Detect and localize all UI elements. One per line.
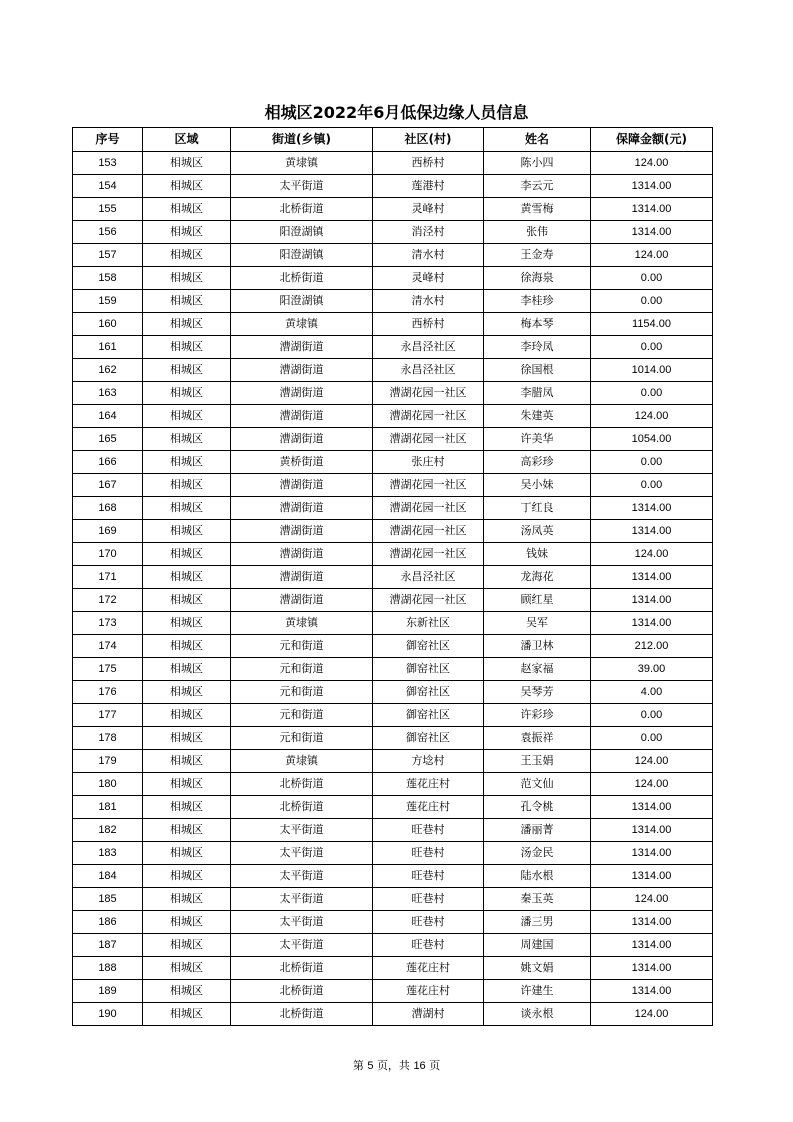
cell-street: 漕湖街道 (231, 428, 373, 451)
table-row (73, 957, 713, 980)
cell-name: 吴琴芳 (484, 681, 591, 704)
cell-street: 漕湖街道 (231, 566, 373, 589)
cell-index: 174 (73, 635, 143, 658)
table-row (73, 451, 713, 474)
cell-district: 相城区 (143, 681, 231, 704)
cell-district: 相城区 (143, 727, 231, 750)
cell-community: 莲花庄村 (373, 957, 484, 980)
cell-name: 秦玉英 (484, 888, 591, 911)
cell-district: 相城区 (143, 244, 231, 267)
cell-name: 汤金民 (484, 842, 591, 865)
cell-index: 156 (73, 221, 143, 244)
cell-name: 王金寿 (484, 244, 591, 267)
cell-index: 165 (73, 428, 143, 451)
cell-community: 漕湖花园一社区 (373, 405, 484, 428)
cell-community: 永昌泾社区 (373, 359, 484, 382)
header-street: 街道(乡镇) (231, 128, 373, 152)
cell-amount: 124.00 (591, 152, 713, 175)
table-row (73, 819, 713, 842)
table-row (73, 474, 713, 497)
cell-index: 166 (73, 451, 143, 474)
cell-name: 范文仙 (484, 773, 591, 796)
cell-district: 相城区 (143, 773, 231, 796)
cell-amount: 0.00 (591, 451, 713, 474)
cell-community: 漕湖花园一社区 (373, 497, 484, 520)
cell-district: 相城区 (143, 957, 231, 980)
cell-community: 灵峰村 (373, 267, 484, 290)
cell-amount: 0.00 (591, 267, 713, 290)
cell-street: 漕湖街道 (231, 589, 373, 612)
cell-amount: 212.00 (591, 635, 713, 658)
cell-district: 相城区 (143, 1003, 231, 1026)
cell-amount: 1314.00 (591, 589, 713, 612)
cell-index: 185 (73, 888, 143, 911)
footer-middle: 页，共 (376, 1059, 410, 1072)
cell-index: 155 (73, 198, 143, 221)
cell-name: 顾红星 (484, 589, 591, 612)
cell-street: 漕湖街道 (231, 405, 373, 428)
table-row (73, 727, 713, 750)
footer-total-pages: 16 (413, 1060, 426, 1072)
table-row (73, 313, 713, 336)
cell-street: 元和街道 (231, 658, 373, 681)
cell-district: 相城区 (143, 382, 231, 405)
cell-index: 175 (73, 658, 143, 681)
cell-community: 方埝村 (373, 750, 484, 773)
cell-community: 漕湖花园一社区 (373, 589, 484, 612)
cell-name: 赵家福 (484, 658, 591, 681)
cell-index: 159 (73, 290, 143, 313)
cell-street: 太平街道 (231, 819, 373, 842)
cell-amount: 1314.00 (591, 842, 713, 865)
cell-amount: 1314.00 (591, 911, 713, 934)
table-row (73, 934, 713, 957)
table-row (73, 221, 713, 244)
table-row (73, 244, 713, 267)
table-row (73, 589, 713, 612)
cell-district: 相城区 (143, 267, 231, 290)
header-index: 序号 (73, 128, 143, 152)
cell-street: 漕湖街道 (231, 474, 373, 497)
cell-district: 相城区 (143, 520, 231, 543)
cell-street: 黄埭镇 (231, 750, 373, 773)
cell-amount: 1314.00 (591, 819, 713, 842)
cell-amount: 124.00 (591, 773, 713, 796)
cell-community: 御窑社区 (373, 681, 484, 704)
cell-name: 袁振祥 (484, 727, 591, 750)
footer-prefix: 第 (352, 1059, 364, 1072)
cell-index: 153 (73, 152, 143, 175)
cell-index: 163 (73, 382, 143, 405)
table-body (73, 152, 713, 1026)
cell-amount: 1154.00 (591, 313, 713, 336)
header-name: 姓名 (484, 128, 591, 152)
cell-community: 莲花庄村 (373, 773, 484, 796)
cell-district: 相城区 (143, 428, 231, 451)
cell-community: 漕湖花园一社区 (373, 520, 484, 543)
cell-index: 160 (73, 313, 143, 336)
page-title: 相城区2022年6月低保边缘人员信息 (264, 103, 529, 122)
table-row (73, 290, 713, 313)
cell-name: 李腊凤 (484, 382, 591, 405)
cell-street: 太平街道 (231, 934, 373, 957)
table-header-row (73, 128, 713, 152)
cell-district: 相城区 (143, 704, 231, 727)
cell-district: 相城区 (143, 313, 231, 336)
cell-street: 黄埭镇 (231, 612, 373, 635)
cell-community: 莲花庄村 (373, 796, 484, 819)
cell-amount: 1314.00 (591, 957, 713, 980)
cell-index: 171 (73, 566, 143, 589)
cell-name: 潘卫林 (484, 635, 591, 658)
cell-name: 李桂珍 (484, 290, 591, 313)
cell-street: 北桥街道 (231, 267, 373, 290)
cell-district: 相城区 (143, 451, 231, 474)
cell-community: 消泾村 (373, 221, 484, 244)
cell-amount: 124.00 (591, 244, 713, 267)
cell-district: 相城区 (143, 865, 231, 888)
cell-district: 相城区 (143, 819, 231, 842)
cell-index: 187 (73, 934, 143, 957)
cell-community: 御窑社区 (373, 658, 484, 681)
cell-index: 181 (73, 796, 143, 819)
cell-community: 永昌泾社区 (373, 566, 484, 589)
cell-amount: 1014.00 (591, 359, 713, 382)
cell-community: 西桥村 (373, 152, 484, 175)
cell-amount: 1314.00 (591, 865, 713, 888)
cell-district: 相城区 (143, 359, 231, 382)
table-row (73, 911, 713, 934)
cell-district: 相城区 (143, 221, 231, 244)
cell-district: 相城区 (143, 842, 231, 865)
cell-community: 灵峰村 (373, 198, 484, 221)
table-row (73, 152, 713, 175)
cell-amount: 0.00 (591, 474, 713, 497)
cell-index: 179 (73, 750, 143, 773)
cell-street: 北桥街道 (231, 957, 373, 980)
cell-name: 许建生 (484, 980, 591, 1003)
table-row (73, 198, 713, 221)
cell-amount: 0.00 (591, 382, 713, 405)
cell-index: 180 (73, 773, 143, 796)
cell-amount: 1314.00 (591, 198, 713, 221)
cell-street: 阳澄湖镇 (231, 221, 373, 244)
table-row (73, 681, 713, 704)
cell-amount: 124.00 (591, 888, 713, 911)
cell-street: 北桥街道 (231, 796, 373, 819)
cell-street: 北桥街道 (231, 980, 373, 1003)
cell-name: 龙海花 (484, 566, 591, 589)
cell-index: 173 (73, 612, 143, 635)
footer-current-page: 5 (367, 1060, 374, 1072)
table-row (73, 865, 713, 888)
table-row (73, 497, 713, 520)
cell-index: 172 (73, 589, 143, 612)
cell-community: 张庄村 (373, 451, 484, 474)
cell-index: 170 (73, 543, 143, 566)
cell-index: 183 (73, 842, 143, 865)
cell-name: 许美华 (484, 428, 591, 451)
cell-index: 189 (73, 980, 143, 1003)
cell-amount: 39.00 (591, 658, 713, 681)
table-row (73, 1003, 713, 1026)
cell-community: 旺巷村 (373, 888, 484, 911)
cell-community: 漕湖花园一社区 (373, 543, 484, 566)
table-row (73, 382, 713, 405)
cell-index: 164 (73, 405, 143, 428)
table-row (73, 750, 713, 773)
cell-district: 相城区 (143, 589, 231, 612)
cell-street: 阳澄湖镇 (231, 244, 373, 267)
cell-district: 相城区 (143, 198, 231, 221)
cell-community: 旺巷村 (373, 934, 484, 957)
cell-district: 相城区 (143, 290, 231, 313)
cell-street: 阳澄湖镇 (231, 290, 373, 313)
cell-amount: 1314.00 (591, 221, 713, 244)
cell-name: 高彩珍 (484, 451, 591, 474)
cell-street: 黄埭镇 (231, 152, 373, 175)
cell-community: 漕湖花园一社区 (373, 428, 484, 451)
cell-name: 吴军 (484, 612, 591, 635)
cell-amount: 0.00 (591, 727, 713, 750)
cell-amount: 1314.00 (591, 497, 713, 520)
cell-district: 相城区 (143, 911, 231, 934)
cell-district: 相城区 (143, 888, 231, 911)
cell-amount: 1314.00 (591, 175, 713, 198)
data-table (72, 127, 713, 1026)
cell-name: 潘丽菁 (484, 819, 591, 842)
cell-street: 漕湖街道 (231, 543, 373, 566)
cell-name: 钱妹 (484, 543, 591, 566)
cell-street: 漕湖街道 (231, 382, 373, 405)
cell-name: 徐海泉 (484, 267, 591, 290)
cell-district: 相城区 (143, 635, 231, 658)
cell-name: 吴小妹 (484, 474, 591, 497)
cell-index: 168 (73, 497, 143, 520)
cell-district: 相城区 (143, 175, 231, 198)
cell-community: 清水村 (373, 244, 484, 267)
cell-district: 相城区 (143, 796, 231, 819)
cell-name: 梅本琴 (484, 313, 591, 336)
cell-amount: 1314.00 (591, 796, 713, 819)
cell-district: 相城区 (143, 750, 231, 773)
table-row (73, 612, 713, 635)
cell-street: 北桥街道 (231, 773, 373, 796)
cell-community: 莲港村 (373, 175, 484, 198)
table-row (73, 704, 713, 727)
cell-name: 朱建英 (484, 405, 591, 428)
cell-street: 北桥街道 (231, 1003, 373, 1026)
table-row (73, 773, 713, 796)
cell-amount: 124.00 (591, 405, 713, 428)
cell-community: 西桥村 (373, 313, 484, 336)
cell-index: 162 (73, 359, 143, 382)
table-row (73, 428, 713, 451)
cell-amount: 1314.00 (591, 566, 713, 589)
cell-district: 相城区 (143, 658, 231, 681)
header-amount: 保障金额(元) (591, 128, 713, 152)
cell-district: 相城区 (143, 405, 231, 428)
cell-amount: 124.00 (591, 543, 713, 566)
cell-name: 姚文娟 (484, 957, 591, 980)
cell-name: 周建国 (484, 934, 591, 957)
header-community: 社区(村) (373, 128, 484, 152)
cell-index: 176 (73, 681, 143, 704)
cell-community: 漕湖花园一社区 (373, 474, 484, 497)
cell-name: 谈永根 (484, 1003, 591, 1026)
cell-index: 154 (73, 175, 143, 198)
cell-index: 157 (73, 244, 143, 267)
table-row (73, 405, 713, 428)
table-row (73, 543, 713, 566)
cell-street: 太平街道 (231, 911, 373, 934)
cell-index: 167 (73, 474, 143, 497)
cell-amount: 1314.00 (591, 520, 713, 543)
cell-district: 相城区 (143, 152, 231, 175)
cell-community: 御窑社区 (373, 727, 484, 750)
cell-name: 李云元 (484, 175, 591, 198)
footer-suffix: 页 (429, 1059, 441, 1072)
table-row (73, 658, 713, 681)
table-row (73, 842, 713, 865)
cell-index: 177 (73, 704, 143, 727)
table-row (73, 980, 713, 1003)
cell-name: 汤凤英 (484, 520, 591, 543)
cell-street: 黄埭镇 (231, 313, 373, 336)
cell-name: 孔令桃 (484, 796, 591, 819)
cell-street: 太平街道 (231, 888, 373, 911)
cell-name: 李玲凤 (484, 336, 591, 359)
header-district: 区域 (143, 128, 231, 152)
cell-amount: 1314.00 (591, 980, 713, 1003)
cell-name: 黄雪梅 (484, 198, 591, 221)
cell-street: 元和街道 (231, 704, 373, 727)
cell-community: 漕湖村 (373, 1003, 484, 1026)
cell-index: 161 (73, 336, 143, 359)
cell-district: 相城区 (143, 980, 231, 1003)
cell-amount: 1054.00 (591, 428, 713, 451)
table-row (73, 566, 713, 589)
cell-community: 清水村 (373, 290, 484, 313)
cell-street: 太平街道 (231, 175, 373, 198)
table-row (73, 175, 713, 198)
cell-name: 张伟 (484, 221, 591, 244)
cell-index: 190 (73, 1003, 143, 1026)
cell-name: 徐国根 (484, 359, 591, 382)
cell-street: 太平街道 (231, 865, 373, 888)
cell-street: 漕湖街道 (231, 520, 373, 543)
cell-index: 169 (73, 520, 143, 543)
cell-street: 元和街道 (231, 681, 373, 704)
cell-index: 182 (73, 819, 143, 842)
cell-community: 莲花庄村 (373, 980, 484, 1003)
table-row (73, 359, 713, 382)
cell-amount: 0.00 (591, 704, 713, 727)
cell-amount: 124.00 (591, 750, 713, 773)
cell-community: 御窑社区 (373, 704, 484, 727)
cell-community: 旺巷村 (373, 842, 484, 865)
cell-index: 158 (73, 267, 143, 290)
table-row (73, 635, 713, 658)
table-row (73, 888, 713, 911)
cell-name: 丁红良 (484, 497, 591, 520)
cell-index: 188 (73, 957, 143, 980)
table-row (73, 520, 713, 543)
cell-street: 元和街道 (231, 635, 373, 658)
cell-street: 漕湖街道 (231, 336, 373, 359)
cell-district: 相城区 (143, 934, 231, 957)
cell-community: 永昌泾社区 (373, 336, 484, 359)
cell-community: 旺巷村 (373, 819, 484, 842)
cell-district: 相城区 (143, 566, 231, 589)
cell-name: 王玉娟 (484, 750, 591, 773)
table-row (73, 796, 713, 819)
cell-name: 潘三男 (484, 911, 591, 934)
cell-street: 漕湖街道 (231, 359, 373, 382)
table-row (73, 336, 713, 359)
table-row (73, 267, 713, 290)
cell-district: 相城区 (143, 497, 231, 520)
cell-amount: 4.00 (591, 681, 713, 704)
cell-index: 184 (73, 865, 143, 888)
cell-street: 漕湖街道 (231, 497, 373, 520)
cell-street: 北桥街道 (231, 198, 373, 221)
cell-amount: 124.00 (591, 1003, 713, 1026)
cell-street: 元和街道 (231, 727, 373, 750)
cell-district: 相城区 (143, 336, 231, 359)
cell-amount: 1314.00 (591, 934, 713, 957)
cell-community: 旺巷村 (373, 911, 484, 934)
cell-district: 相城区 (143, 612, 231, 635)
cell-name: 许彩珍 (484, 704, 591, 727)
page-footer (0, 1057, 793, 1073)
cell-community: 旺巷村 (373, 865, 484, 888)
cell-street: 太平街道 (231, 842, 373, 865)
cell-amount: 0.00 (591, 290, 713, 313)
cell-amount: 1314.00 (591, 612, 713, 635)
cell-community: 御窑社区 (373, 635, 484, 658)
cell-amount: 0.00 (591, 336, 713, 359)
cell-index: 186 (73, 911, 143, 934)
cell-district: 相城区 (143, 474, 231, 497)
cell-community: 漕湖花园一社区 (373, 382, 484, 405)
cell-district: 相城区 (143, 543, 231, 566)
cell-community: 东新社区 (373, 612, 484, 635)
cell-name: 陈小四 (484, 152, 591, 175)
cell-index: 178 (73, 727, 143, 750)
cell-street: 黄桥街道 (231, 451, 373, 474)
cell-name: 陆水根 (484, 865, 591, 888)
